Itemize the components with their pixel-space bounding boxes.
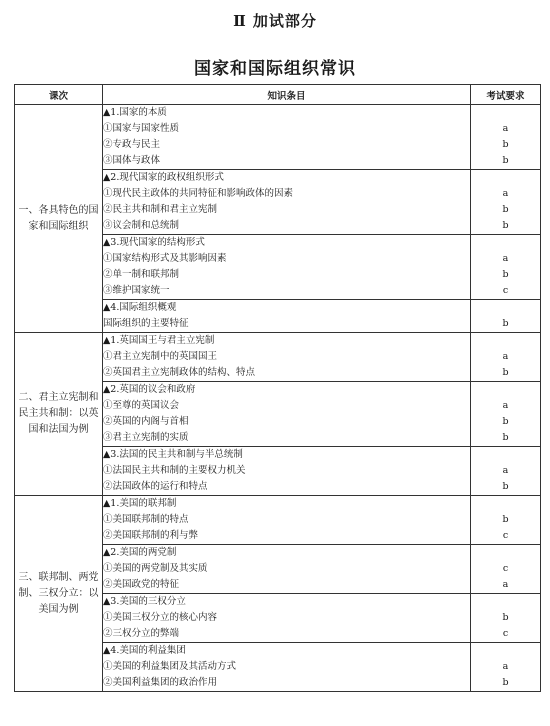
knowledge-item: ①美国的两党制及其实质 [103, 563, 208, 574]
knowledge-item: ②专政与民主 [103, 139, 161, 150]
knowledge-item: ①现代民主政体的共同特征和影响政体的因素 [103, 188, 294, 199]
knowledge-item: ①君主立宪制中的英国国王 [103, 351, 218, 362]
requirement-spacer [471, 594, 540, 610]
knowledge-item: ②英国的内阁与首相 [103, 416, 189, 427]
topic-heading: ▲1.美国的联邦制 [103, 498, 177, 509]
requirement-level: c [502, 628, 509, 639]
knowledge-item: ③国体与政体 [103, 155, 161, 166]
knowledge-item: ②英国君主立宪制政体的结构、特点 [103, 367, 256, 378]
requirement-level: b [502, 416, 509, 427]
requirement-level: b [502, 432, 509, 443]
topic-heading: ▲1.国家的本质 [103, 107, 167, 118]
topic-heading: ▲3.现代国家的结构形式 [103, 237, 205, 248]
requirement-cell [471, 447, 541, 496]
knowledge-item: ①国家与国家性质 [103, 123, 180, 134]
knowledge-points-cell [103, 382, 471, 447]
lesson-cell: 二、君主立宪制和民主共和制：以英国和法国为例 [15, 333, 103, 496]
knowledge-points-cell [103, 300, 471, 333]
header-knowledge-points: 知识条目 [103, 85, 471, 105]
requirement-cell [471, 105, 541, 170]
knowledge-points-cell [103, 594, 471, 643]
topic-heading: ▲3.美国的三权分立 [103, 596, 186, 607]
topic-heading: ▲4.美国的利益集团 [103, 645, 186, 656]
knowledge-item: ②美国政党的特征 [103, 579, 180, 590]
knowledge-item: ②美国利益集团的政治作用 [103, 677, 218, 688]
requirement-level: b [502, 155, 509, 166]
knowledge-item: ②民主共和制和君主立宪制 [103, 204, 218, 215]
knowledge-item: ①美国三权分立的核心内容 [103, 612, 218, 623]
requirement-level: a [502, 465, 509, 476]
requirement-cell [471, 333, 541, 382]
header-exam-requirement: 考试要求 [471, 85, 541, 105]
requirement-level: b [502, 514, 509, 525]
lesson-cell: 一、各具特色的国家和国际组织 [15, 105, 103, 333]
knowledge-item: ①国家结构形式及其影响因素 [103, 253, 227, 264]
requirement-spacer [471, 643, 540, 659]
topic-heading: ▲3.法国的民主共和制与半总统制 [103, 449, 243, 460]
knowledge-item: ③议会制和总统制 [103, 220, 180, 231]
knowledge-item: ③君主立宪制的实质 [103, 432, 189, 443]
requirement-cell [471, 235, 541, 300]
requirement-level: b [502, 612, 509, 623]
knowledge-points-cell [103, 545, 471, 594]
knowledge-points-cell [103, 643, 471, 692]
knowledge-item: ①美国的利益集团及其活动方式 [103, 661, 237, 672]
table-row [15, 105, 541, 170]
requirement-level: a [502, 661, 509, 672]
knowledge-points-cell [103, 447, 471, 496]
part-title: Ⅱ 加试部分 [233, 12, 317, 30]
header-lesson: 课次 [15, 85, 103, 105]
requirement-level: b [502, 677, 509, 688]
knowledge-points-cell [103, 235, 471, 300]
requirement-cell [471, 594, 541, 643]
requirement-cell [471, 545, 541, 594]
knowledge-item: ②单一制和联邦制 [103, 269, 180, 280]
requirement-level: c [502, 530, 509, 541]
requirement-level: a [502, 579, 509, 590]
requirement-level: b [502, 481, 509, 492]
syllabus-table [14, 84, 541, 692]
lesson-cell: 三、联邦制、两党制、三权分立：以美国为例 [15, 496, 103, 692]
table-body [15, 105, 541, 692]
knowledge-item: ①美国联邦制的特点 [103, 514, 189, 525]
knowledge-item: ②三权分立的弊端 [103, 628, 180, 639]
knowledge-item: ②美国联邦制的利与弊 [103, 530, 199, 541]
knowledge-item: ③维护国家统一 [103, 285, 170, 296]
requirement-spacer [471, 170, 540, 186]
requirement-level: b [502, 318, 509, 329]
table-row [15, 333, 541, 382]
table-header-row [15, 85, 541, 105]
topic-heading: ▲2.英国的议会和政府 [103, 384, 196, 395]
knowledge-item: 国际组织的主要特征 [103, 318, 189, 329]
knowledge-points-cell [103, 170, 471, 235]
requirement-level: a [502, 188, 509, 199]
requirement-level: a [502, 253, 509, 264]
requirement-spacer [471, 382, 540, 398]
requirement-level: c [502, 563, 509, 574]
requirement-spacer [471, 105, 540, 121]
knowledge-item: ①法国民主共和制的主要权力机关 [103, 465, 246, 476]
requirement-level: b [502, 139, 509, 150]
requirement-level: b [502, 269, 509, 280]
knowledge-item: ①至尊的英国议会 [103, 400, 180, 411]
topic-heading: ▲1.英国国王与君主立宪制 [103, 335, 215, 346]
requirement-spacer [471, 496, 540, 512]
requirement-cell [471, 300, 541, 333]
document-title: 国家和国际组织常识 [194, 59, 356, 79]
table-row [15, 496, 541, 545]
knowledge-points-cell [103, 333, 471, 382]
knowledge-points-cell [103, 105, 471, 170]
requirement-spacer [471, 235, 540, 251]
requirement-spacer [471, 333, 540, 349]
requirement-level: b [502, 220, 509, 231]
requirement-cell [471, 496, 541, 545]
topic-heading: ▲4.国际组织概观 [103, 302, 177, 313]
knowledge-item: ②法国政体的运行和特点 [103, 481, 208, 492]
requirement-spacer [471, 447, 540, 463]
requirement-level: a [502, 351, 509, 362]
requirement-level: b [502, 367, 509, 378]
requirement-cell [471, 382, 541, 447]
topic-heading: ▲2.现代国家的政权组织形式 [103, 172, 224, 183]
topic-heading: ▲2.美国的两党制 [103, 547, 177, 558]
requirement-level: c [502, 285, 509, 296]
requirement-level: a [502, 400, 509, 411]
requirement-level: b [502, 204, 509, 215]
requirement-cell [471, 170, 541, 235]
requirement-spacer [471, 545, 540, 561]
knowledge-points-cell [103, 496, 471, 545]
requirement-spacer [471, 300, 540, 316]
requirement-cell [471, 643, 541, 692]
requirement-level: a [502, 123, 509, 134]
